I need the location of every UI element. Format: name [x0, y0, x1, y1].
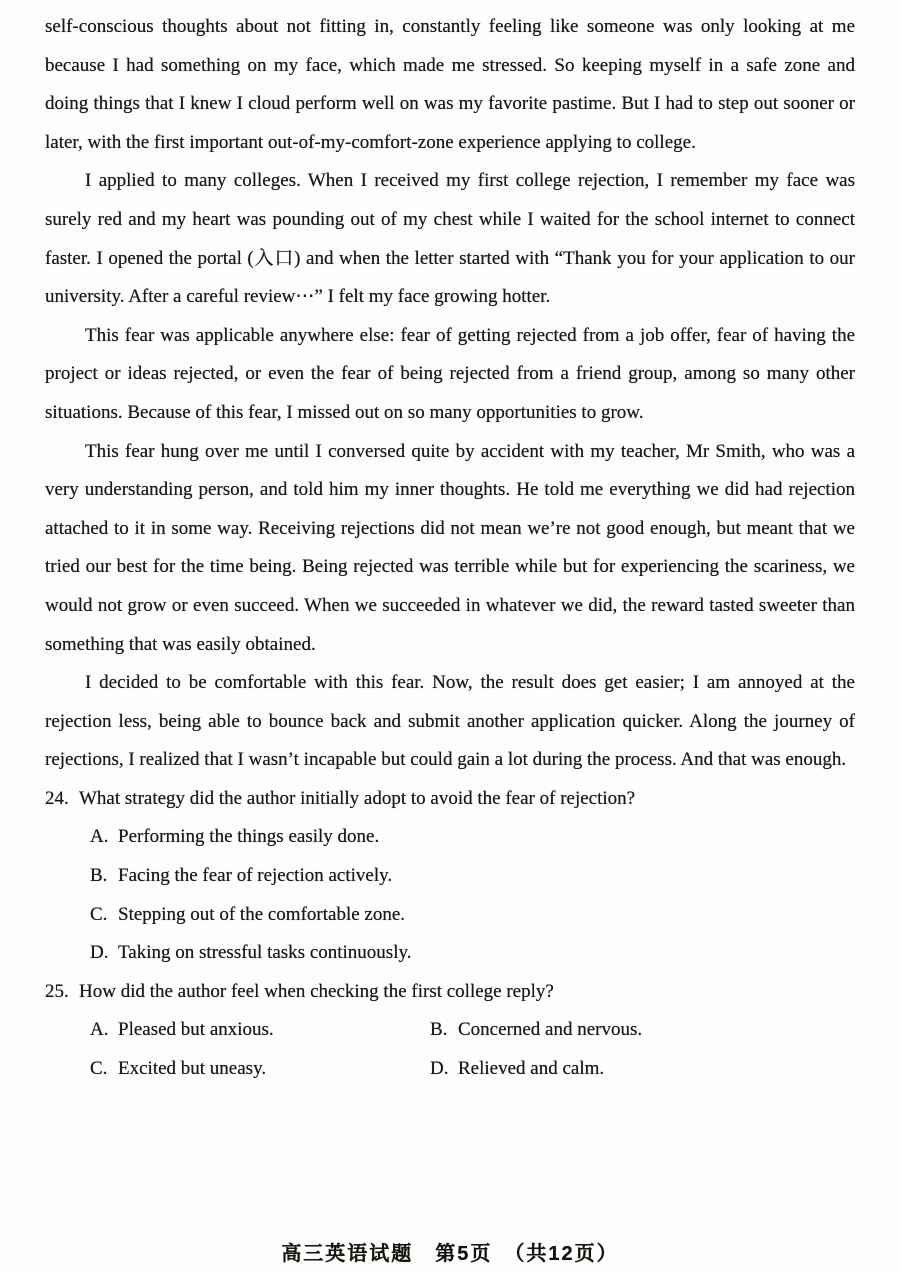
option-24-b-label: B. [90, 865, 108, 887]
question-25-options [45, 1011, 855, 1088]
question-25-text: How did the author feel when checking the first college reply? [79, 980, 554, 1002]
option-24-a-text: Performing the things easily done. [118, 826, 380, 848]
option-25-c [90, 1050, 430, 1089]
question-24-stem [45, 780, 855, 819]
question-25-stem [45, 973, 855, 1012]
option-24-b [90, 857, 855, 896]
page-footer: 高三英语试题 第5页 （共12页） [281, 1243, 619, 1265]
option-25-a-text: Pleased but anxious. [118, 1019, 274, 1041]
option-24-c [90, 896, 855, 935]
question-24-number: 24. [45, 787, 69, 809]
passage-paragraph-1: self-conscious thoughts about not fitting in, constantly feeling like someone was only looking at me because I had something on my face, which made me stressed. So keeping myself in a safe zone and doing things that I knew I cloud perform well on was my favorite pastime. But I had to step out sooner or later, with the first important out-of-my-comfort-zone experience applying to college. [45, 16, 855, 153]
option-25-c-text: Excited but uneasy. [118, 1058, 267, 1080]
question-24-text: What strategy did the author initially adopt to avoid the fear of rejection? [79, 787, 636, 809]
option-25-b [430, 1011, 855, 1050]
option-24-c-text: Stepping out of the comfortable zone. [118, 903, 406, 925]
option-25-a-label: A. [90, 1019, 109, 1041]
option-24-a [90, 818, 855, 857]
option-24-b-text: Facing the fear of rejection actively. [118, 865, 393, 887]
question-24-options [45, 818, 855, 972]
reading-passage [45, 8, 855, 780]
option-25-d [430, 1050, 855, 1089]
option-24-d-label: D. [90, 942, 109, 964]
option-25-c-label: C. [90, 1058, 108, 1080]
option-24-a-label: A. [90, 826, 109, 848]
question-25 [45, 973, 855, 1089]
option-25-d-text: Relieved and calm. [458, 1058, 605, 1080]
passage-paragraph-3: This fear was applicable anywhere else: fear of getting rejected from a job offer, fear of having the project or ideas rejected, or even the fear of being rejected from a friend group, among so many other situations. Because of this fear, I missed out on so many opportunities to grow. [45, 324, 855, 423]
option-24-d-text: Taking on stressful tasks continuously. [118, 942, 412, 964]
option-25-d-label: D. [430, 1058, 449, 1080]
passage-paragraph-5: I decided to be comfortable with this fear. Now, the result does get easier; I am annoyed at the rejection less, being able to bounce back and submit another application quicker. Along the journey of rejections, I realized that I wasn’t incapable but could gain a lot during the process. And that was enough. [45, 672, 855, 771]
option-24-d [90, 934, 855, 973]
option-24-c-label: C. [90, 903, 108, 925]
passage-paragraph-4: This fear hung over me until I conversed quite by accident with my teacher, Mr Smith, who was a very understanding person, and told him my inner thoughts. He told me everything we did had rejection attached to it in some way. Receiving rejections did not mean we’re not good enough, but meant that we tried our best for the time being. Being rejected was terrible while but for experiencing the scariness, we would not grow or even succeed. When we succeeded in whatever we did, the reward tasted sweeter than something that was easily obtained. [45, 440, 855, 655]
option-25-b-text: Concerned and nervous. [458, 1019, 643, 1041]
question-24 [45, 780, 855, 973]
passage-paragraph-2: I applied to many colleges. When I received my first college rejection, I remember my face was surely red and my heart was pounding out of my chest while I waited for the school internet to connect faster. I opened the portal (入口) and when the letter started with “Thank you for your application to our university. After a careful review⋯” I felt my face growing hotter. [45, 170, 855, 308]
question-25-number: 25. [45, 980, 69, 1002]
option-25-b-label: B. [430, 1019, 448, 1041]
option-25-a [90, 1011, 430, 1050]
